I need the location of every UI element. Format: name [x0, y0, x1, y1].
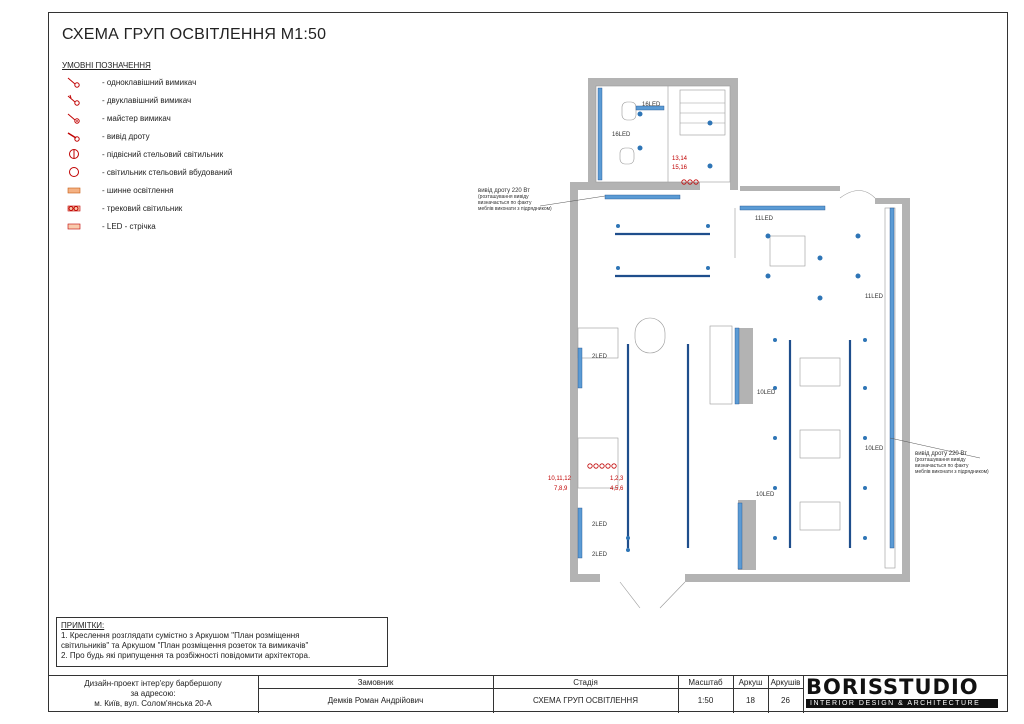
track-lighting-icon	[66, 184, 82, 196]
wire-out-note-right: вивід дроту 220 Вт (розташування вивіду визначається по факту меблів виконати з підрядником)	[915, 451, 989, 475]
double-switch-icon	[66, 94, 82, 106]
logo-name: BORISSTUDIO	[806, 675, 979, 699]
client-value: Демків Роман Андрійович	[327, 696, 424, 705]
legend-item	[62, 94, 282, 108]
track-lines	[615, 234, 850, 548]
legend-label: - вивід дроту	[102, 132, 150, 141]
led-label: 2LED	[592, 354, 608, 360]
legend-item	[62, 130, 282, 144]
led-label: 2LED	[592, 552, 608, 558]
led-label: 2LED	[592, 522, 608, 528]
stage-value: СХЕМА ГРУП ОСВІТЛЕННЯ	[533, 696, 638, 705]
led-label: 11LED	[865, 294, 883, 300]
scale-header: Масштаб	[688, 678, 723, 687]
legend-item	[62, 76, 282, 90]
track-spot-icon	[66, 202, 82, 214]
led-label: 10LED	[865, 446, 884, 452]
scale-value: 1:50	[697, 696, 714, 705]
sheet-header: Аркуш	[738, 678, 763, 687]
pendant-light-icon	[66, 148, 82, 160]
master-switch-icon	[66, 112, 82, 124]
legend-label: - трековий світильник	[102, 204, 183, 213]
switch-group-label: 13,14	[672, 156, 688, 162]
led-strip-icon	[66, 220, 82, 232]
legend-item	[62, 166, 282, 180]
recessed-light-icon	[66, 166, 82, 178]
led-label: 10LED	[757, 390, 776, 396]
legend-label: - майстер вимикач	[102, 114, 171, 123]
switch-group-label: 1,2,3	[610, 476, 624, 482]
legend-item	[62, 202, 282, 216]
studio-logo	[806, 677, 1006, 708]
project-description: Дизайн-проект інтер'єру барбершопу за адресою: м. Київ, вул. Солом'янська 20-А	[84, 679, 222, 708]
legend-label: - світильник стельовий вбудований	[102, 168, 233, 177]
legend-item	[62, 220, 282, 234]
page-title: СХЕМА ГРУП ОСВІТЛЕННЯ М1:50	[62, 26, 327, 43]
legend-label: - підвісний стельовий світильник	[102, 150, 224, 159]
notes-line: 2. Про будь які припущення та розбіжності повідомити архітектора.	[61, 651, 311, 660]
legend-heading: УМОВНІ ПОЗНАЧЕННЯ	[62, 61, 151, 70]
legend-label: - LED - стрічка	[102, 222, 156, 231]
wire-out-note-left: вивід дроту 220 Вт (розташування вивіду визначається по факту меблів виконати з підрядником)	[478, 188, 552, 212]
led-label: 16LED	[612, 132, 631, 138]
stage-header: Стадія	[573, 678, 598, 687]
switch-group-label: 7,8,9	[554, 486, 568, 492]
legend-label: - шинне освітлення	[102, 186, 174, 195]
sheet-value: 18	[746, 696, 755, 705]
single-switch-icon	[66, 76, 82, 88]
wire-outlet-icon	[66, 130, 82, 142]
notes-box	[56, 617, 388, 667]
legend-label: - двуклавішний вимикач	[102, 96, 192, 105]
client-header: Замовник	[357, 678, 394, 687]
notes-line: світильників" та Аркушом "План розміщення розеток та вимикачів"	[61, 641, 309, 650]
legend-label: - одноклавішний вимикач	[102, 78, 197, 87]
led-label: 16LED	[642, 102, 661, 108]
switch-group-label: 10,11,12	[548, 476, 571, 482]
legend-item	[62, 148, 282, 162]
sheets-value: 26	[781, 696, 790, 705]
legend-item	[62, 184, 282, 198]
notes-heading: ПРИМІТКИ:	[61, 621, 105, 630]
switch-group-label: 15,16	[672, 165, 688, 171]
led-label: 10LED	[756, 492, 775, 498]
notes-line: 1. Креслення розглядати сумістно з Аркушом "План розміщення	[61, 631, 300, 640]
leader-lines	[540, 196, 980, 458]
logo-tagline: INTERIOR DESIGN & ARCHITECTURE	[806, 699, 998, 708]
floor-plan	[548, 78, 930, 603]
sheets-header: Аркушів	[770, 678, 801, 687]
switch-group-label: 4,5,6	[610, 486, 624, 492]
legend-item	[62, 112, 282, 126]
led-label: 11LED	[755, 216, 773, 222]
switch-markers	[588, 180, 698, 468]
